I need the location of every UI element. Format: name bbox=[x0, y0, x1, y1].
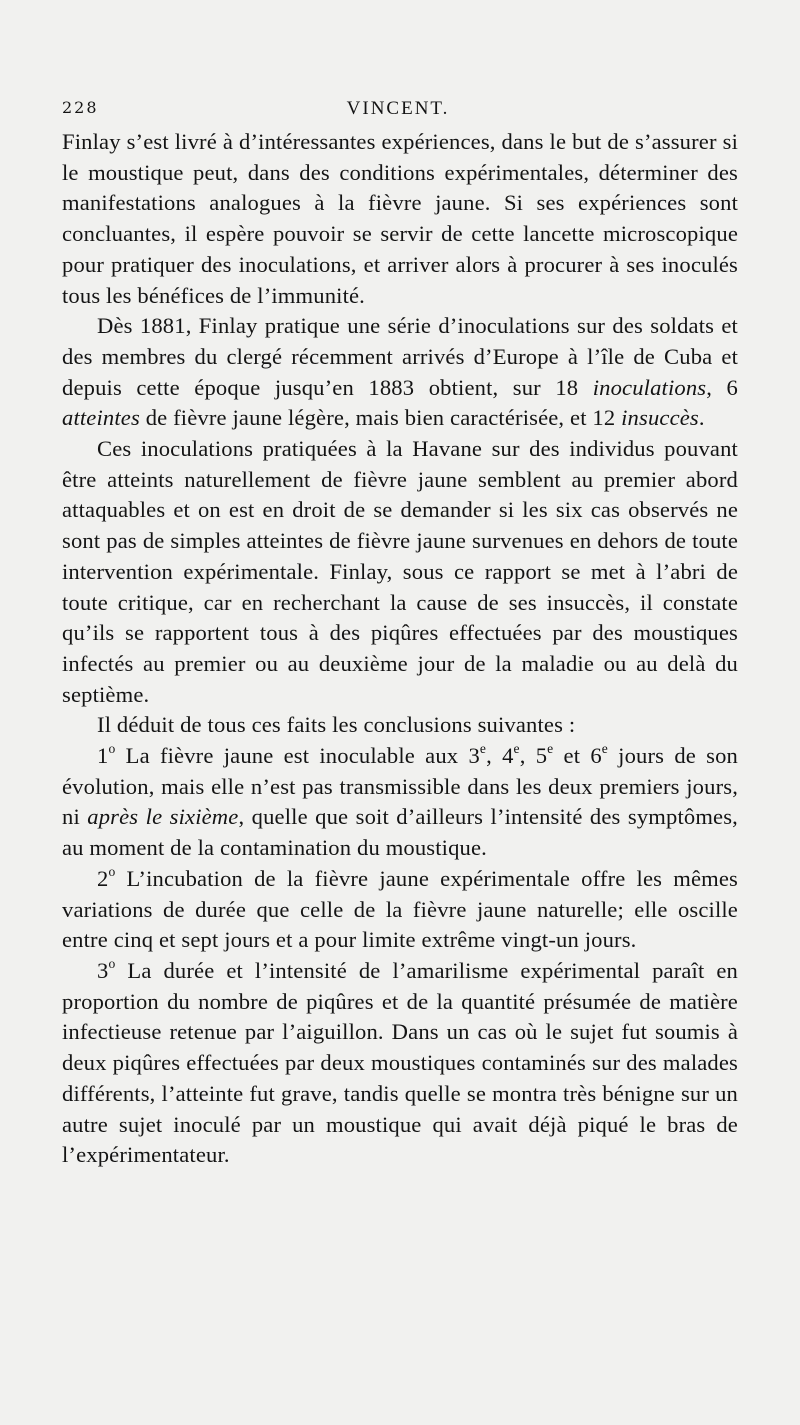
paragraph bbox=[62, 710, 738, 741]
text-run: . bbox=[698, 405, 705, 431]
text-run: 2 bbox=[97, 865, 109, 891]
text-run: , 6 bbox=[706, 374, 738, 400]
text-run: La durée et l’intensité de l’amarilisme expérimental paraît en proportion du nombre de piqûres et de la quantité présumée de matière infectieuse retenue par l’aiguillon. Dans un cas où le sujet fut soumis à deux piqûres effectuées par deux moustiques contaminés sur des malades différents, l’atteinte fut grave, tandis quelle se montra très bénigne sur un autre sujet inoculé par un moustique qui avait déjà piqué le bras de l’expérimentateur. bbox=[62, 957, 738, 1168]
text-run: Il déduit de tous ces faits les conclusions suivantes : bbox=[97, 712, 576, 738]
text-run: , 4 bbox=[486, 743, 514, 769]
text-run: , quelle que soit d’ailleurs l’intensité des symptômes, au moment de la contamination du moustique. bbox=[62, 804, 738, 861]
paragraph bbox=[62, 434, 738, 710]
text-run: L’incubation de la fièvre jaune expérimentale offre les mêmes variations de durée que celle de la fièvre jaune naturelle; elle oscille entre cinq et sept jours et a pour limite extrême vingt-un jours. bbox=[62, 865, 738, 953]
superscript: e bbox=[601, 740, 608, 756]
text-run: 1 bbox=[97, 743, 109, 769]
superscript: o bbox=[108, 740, 116, 756]
superscript: o bbox=[108, 863, 116, 879]
page-header bbox=[62, 96, 734, 122]
text-run: jours de son évolution, mais elle n’est pas transmissible dans les deux premiers jours, ni bbox=[62, 743, 738, 830]
text-run: de fièvre jaune légère, mais bien caractérisée, et 12 bbox=[139, 405, 622, 431]
text-run: et 6 bbox=[553, 743, 602, 769]
italic-text: après le sixième bbox=[87, 804, 239, 830]
body-text bbox=[62, 127, 738, 1171]
text-run: Finlay s’est livré à d’intéressantes expériences, dans le but de s’assurer si le moustique peut, dans des conditions expérimentales, déterminer des manifestations analogues à la fièvre jaune. Si ses expériences sont concluantes, il espère pouvoir se servir de cette lancette microscopique pour pratiquer des inoculations, et arriver alors à procurer à ses inoculés tous les bénéfices de l’immunité. bbox=[62, 129, 738, 308]
paragraph bbox=[62, 127, 738, 311]
paragraph bbox=[62, 864, 738, 956]
superscript: o bbox=[108, 955, 116, 971]
superscript: e bbox=[513, 740, 520, 756]
text-run: 3 bbox=[97, 957, 109, 983]
italic-text: atteintes bbox=[62, 405, 140, 431]
italic-text: inoculations bbox=[592, 374, 707, 400]
text-run: La fièvre jaune est inoculable aux 3 bbox=[115, 743, 480, 769]
running-head: VINCENT. bbox=[346, 98, 450, 119]
superscript: e bbox=[547, 740, 554, 756]
paragraph bbox=[62, 741, 738, 864]
superscript: e bbox=[479, 740, 487, 756]
paragraph bbox=[62, 311, 738, 434]
italic-text: insuccès bbox=[621, 405, 699, 431]
text-run: Dès 1881, Finlay pratique une série d’inoculations sur des soldats et des membres du clergé récemment arrivés d’Europe à l’île de Cuba et depuis cette époque jusqu’en 1883 obtient, sur 18 bbox=[62, 313, 738, 400]
text-run: , 5 bbox=[519, 743, 548, 769]
paragraph bbox=[62, 956, 738, 1171]
page-number: 228 bbox=[62, 98, 99, 117]
text-run: Ces inoculations pratiquées à la Havane sur des individus pouvant être atteints naturellement de fièvre jaune semblent au premier abord attaquables et on est en droit de se demander si les six cas observés ne sont pas de simples atteintes de fièvre jaune survenues en dehors de toute intervention expérimentale. Finlay, sous ce rapport se met à l’abri de toute critique, car en recherchant la cause de ses insuccès, il constate qu’ils se rapportent tous à des piqûres effectuées par des moustiques infectés au premier ou au deuxième jour de la maladie ou au delà du septième. bbox=[62, 436, 738, 707]
